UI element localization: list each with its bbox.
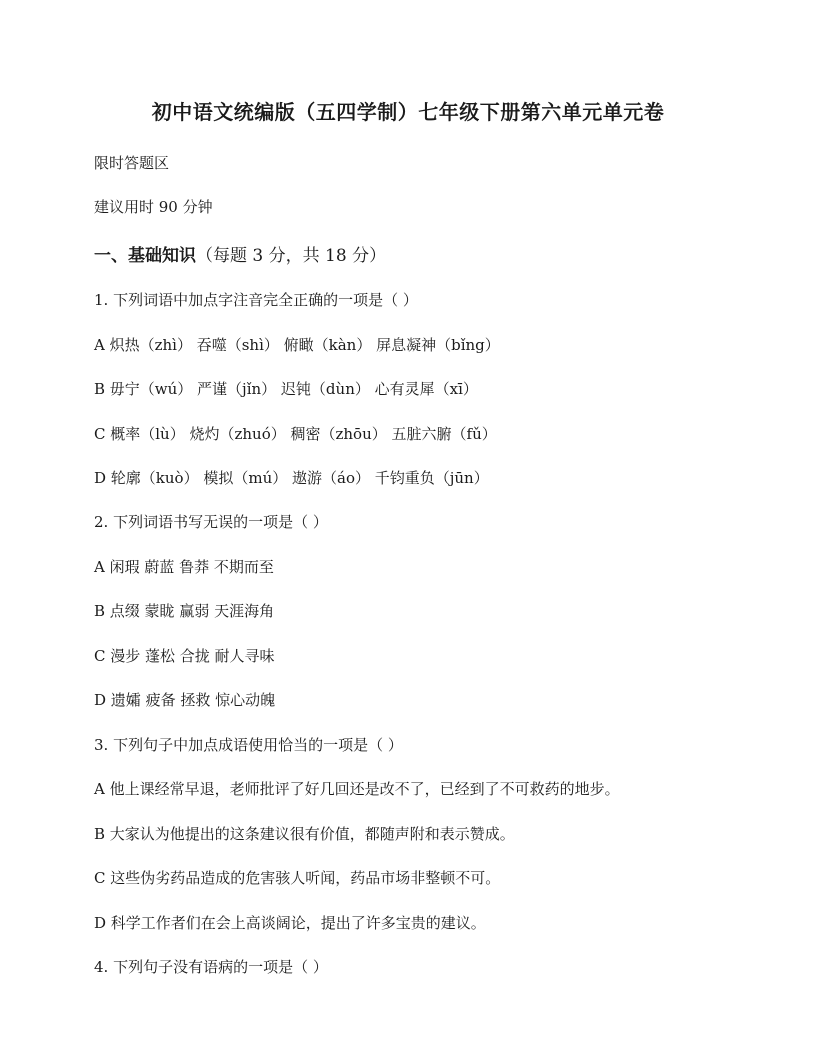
question-option: A 他上课经常早退，老师批评了好几回还是改不了，已经到了不可救药的地步。 xyxy=(94,780,620,798)
question-option: D 科学工作者们在会上高谈阔论，提出了许多宝贵的建议。 xyxy=(94,914,486,932)
question-option: B 毋宁（wú） 严谨（jǐn） 迟钝（dùn） 心有灵犀（xī） xyxy=(94,380,478,398)
suggested-time-label: 建议用时 90 分钟 xyxy=(94,198,213,216)
question-stem: 3. 下列句子中加点成语使用恰当的一项是（ ） xyxy=(94,736,403,754)
time-limit-label: 限时答题区 xyxy=(94,154,170,172)
section-title: 一、基础知识 xyxy=(94,246,196,266)
section-heading xyxy=(94,241,386,266)
question-option: A 闲瑕 蔚蓝 鲁莽 不期而至 xyxy=(94,558,274,576)
question-option: D 遗孀 疲备 拯救 惊心动魄 xyxy=(94,691,276,709)
question-stem: 1. 下列词语中加点字注音完全正确的一项是（ ） xyxy=(94,291,418,309)
question-option: B 大家认为他提出的这条建议很有价值，都随声附和表示赞成。 xyxy=(94,825,515,843)
question-option: A 炽热（zhì） 吞噬（shì） 俯瞰（kàn） 屏息凝神（bǐng） xyxy=(94,336,500,354)
page-title: 初中语文统编版（五四学制）七年级下册第六单元单元卷 xyxy=(151,100,665,124)
question-stem: 2. 下列词语书写无误的一项是（ ） xyxy=(94,513,328,531)
question-option: D 轮廓（kuò） 模拟（mú） 遨游（áo） 千钧重负（jūn） xyxy=(94,469,489,487)
question-stem: 4. 下列句子没有语病的一项是（ ） xyxy=(94,958,328,976)
question-option: B 点缀 蒙眬 赢弱 天涯海角 xyxy=(94,602,275,620)
section-score-note: （每题 3 分，共 18 分） xyxy=(196,246,387,266)
question-option: C 这些伪劣药品造成的危害骇人听闻，药品市场非整顿不可。 xyxy=(94,869,501,887)
question-option: C 漫步 蓬松 合拢 耐人寻味 xyxy=(94,647,275,665)
question-option: C 概率（lù） 烧灼（zhuó） 稠密（zhōu） 五脏六腑（fǔ） xyxy=(94,425,497,443)
